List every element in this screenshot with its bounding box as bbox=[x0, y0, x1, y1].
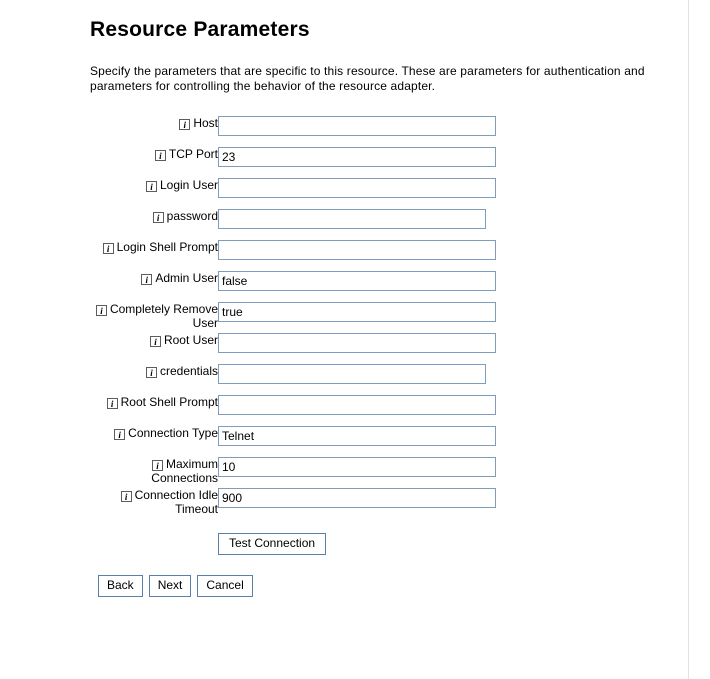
info-icon[interactable]: i bbox=[107, 398, 118, 409]
field-label-host: Host bbox=[193, 116, 218, 130]
form-row-tcp-port bbox=[90, 147, 496, 178]
label-cell-root-shell-prompt bbox=[90, 395, 218, 426]
input-connection-idle-timeout[interactable] bbox=[218, 488, 496, 508]
field-label-credentials: credentials bbox=[159, 364, 218, 378]
form-row-admin-user bbox=[90, 271, 496, 302]
label-cell-password bbox=[90, 209, 218, 240]
page-description: Specify the parameters that are specific to this resource. These are parameters for authentication and parameters for controlling the behavior of the resource adapter. bbox=[90, 64, 645, 93]
next-button[interactable]: Next bbox=[149, 575, 192, 597]
input-admin-user[interactable] bbox=[218, 271, 496, 291]
field-label-login-user: Login User bbox=[159, 178, 218, 192]
info-icon[interactable]: i bbox=[103, 243, 114, 254]
input-maximum-connections[interactable] bbox=[218, 457, 496, 477]
field-label-maximum-connections: Maximum Connections bbox=[151, 457, 218, 485]
input-completely-remove-user[interactable] bbox=[218, 302, 496, 322]
back-button[interactable]: Back bbox=[98, 575, 143, 597]
label-cell-connection-idle-timeout bbox=[90, 488, 218, 519]
form-row-login-user bbox=[90, 178, 496, 209]
label-cell-login-shell-prompt bbox=[90, 240, 218, 271]
field-label-connection-type: Connection Type bbox=[128, 426, 218, 440]
input-tcp-port[interactable] bbox=[218, 147, 496, 167]
form-row-root-user bbox=[90, 333, 496, 364]
form-row-password bbox=[90, 209, 496, 240]
input-root-user[interactable] bbox=[218, 333, 496, 353]
form-row-test-connection bbox=[90, 519, 496, 555]
input-login-shell-prompt[interactable] bbox=[218, 240, 496, 260]
info-icon[interactable]: i bbox=[153, 212, 164, 223]
field-label-root-user: Root User bbox=[163, 333, 218, 347]
form-row-login-shell-prompt bbox=[90, 240, 496, 271]
field-label-admin-user: Admin User bbox=[155, 271, 218, 285]
input-login-user[interactable] bbox=[218, 178, 496, 198]
input-password[interactable] bbox=[218, 209, 486, 229]
info-icon[interactable]: i bbox=[96, 305, 107, 316]
info-icon[interactable]: i bbox=[146, 181, 157, 192]
label-cell-tcp-port bbox=[90, 147, 218, 178]
form-row-credentials bbox=[90, 364, 496, 395]
field-label-completely-remove-user: Completely Remove User bbox=[109, 302, 218, 330]
form-row-connection-type bbox=[90, 426, 496, 457]
info-icon[interactable]: i bbox=[114, 429, 125, 440]
form-row-root-shell-prompt bbox=[90, 395, 496, 426]
page-right-divider bbox=[688, 0, 689, 679]
info-icon[interactable]: i bbox=[152, 460, 163, 471]
info-icon[interactable]: i bbox=[155, 150, 166, 161]
label-cell-completely-remove-user bbox=[90, 302, 218, 333]
field-label-tcp-port: TCP Port bbox=[168, 147, 218, 161]
form-row-connection-idle-timeout bbox=[90, 488, 496, 519]
input-host[interactable] bbox=[218, 116, 496, 136]
form-row-host bbox=[90, 116, 496, 147]
form-row-completely-remove-user bbox=[90, 302, 496, 333]
input-root-shell-prompt[interactable] bbox=[218, 395, 496, 415]
label-cell-maximum-connections bbox=[90, 457, 218, 488]
info-icon[interactable]: i bbox=[150, 336, 161, 347]
wizard-navigation bbox=[98, 575, 692, 597]
label-cell-connection-type bbox=[90, 426, 218, 457]
info-icon[interactable]: i bbox=[121, 491, 132, 502]
field-label-password: password bbox=[166, 209, 218, 223]
form-row-maximum-connections bbox=[90, 457, 496, 488]
label-cell-login-user bbox=[90, 178, 218, 209]
info-icon[interactable]: i bbox=[179, 119, 190, 130]
cancel-button[interactable]: Cancel bbox=[197, 575, 252, 597]
label-cell-admin-user bbox=[90, 271, 218, 302]
resource-parameters-form bbox=[90, 116, 496, 555]
test-connection-button[interactable]: Test Connection bbox=[218, 533, 326, 555]
page-title: Resource Parameters bbox=[90, 18, 310, 41]
info-icon[interactable]: i bbox=[146, 367, 157, 378]
field-label-root-shell-prompt: Root Shell Prompt bbox=[120, 395, 218, 409]
field-label-login-shell-prompt: Login Shell Prompt bbox=[116, 240, 218, 254]
input-connection-type[interactable] bbox=[218, 426, 496, 446]
label-cell-root-user bbox=[90, 333, 218, 364]
label-cell-host bbox=[90, 116, 218, 147]
info-icon[interactable]: i bbox=[141, 274, 152, 285]
field-label-connection-idle-timeout: Connection Idle Timeout bbox=[134, 488, 218, 516]
input-credentials[interactable] bbox=[218, 364, 486, 384]
label-cell-credentials bbox=[90, 364, 218, 395]
